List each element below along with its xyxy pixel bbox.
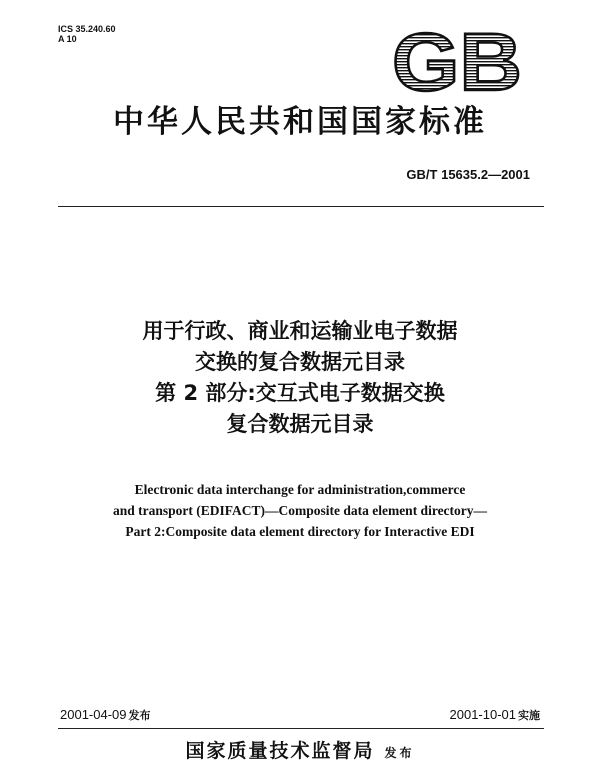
national-standard-heading: 中华人民共和国国家标准 bbox=[113, 104, 487, 140]
english-title-line-1: Electronic data interchange for administration,commerce bbox=[134, 482, 466, 497]
gb-logo bbox=[388, 28, 526, 98]
implementation-date bbox=[450, 707, 541, 723]
english-title-line-2: and transport (EDIFACT)—Composite data element directory— bbox=[112, 503, 488, 518]
chinese-title-line-1: 用于行政、商业和运输业电子数据 bbox=[142, 319, 458, 343]
ics-code: ICS 35.240.60 bbox=[58, 24, 116, 34]
implementation-date-value: 2001-10-01 bbox=[449, 707, 516, 722]
gb-logo-text: GB bbox=[392, 28, 522, 98]
chinese-title bbox=[0, 316, 600, 440]
standard-number: GB/T 15635.2—2001 bbox=[406, 167, 530, 182]
issue-date-label: 发布 bbox=[128, 709, 151, 722]
english-title-line-3: Part 2:Composite data element directory for Interactive EDI bbox=[125, 524, 475, 539]
chinese-title-line-4: 复合数据元目录 bbox=[226, 412, 374, 436]
classification-codes bbox=[58, 24, 116, 44]
chinese-title-line-3: 第 2 部分:交互式电子数据交换 bbox=[155, 381, 445, 405]
bottom-divider bbox=[58, 728, 544, 729]
issuer-action: 发布 bbox=[384, 746, 415, 760]
issue-date-value: 2001-04-09 bbox=[60, 707, 127, 722]
english-title bbox=[0, 479, 600, 542]
issuer-name: 国家质量技术监督局 bbox=[185, 740, 375, 762]
implementation-date-label: 实施 bbox=[518, 709, 540, 722]
ccs-code: A 10 bbox=[58, 34, 77, 44]
chinese-title-line-2: 交换的复合数据元目录 bbox=[195, 350, 405, 374]
issuing-authority bbox=[0, 736, 600, 763]
top-divider bbox=[58, 206, 544, 207]
issue-date bbox=[60, 707, 151, 723]
